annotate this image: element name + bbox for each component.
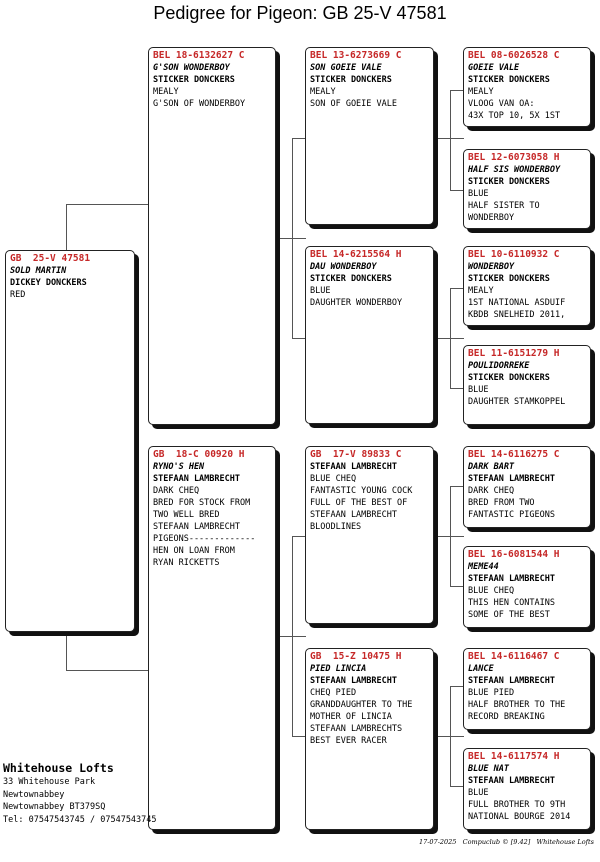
info-line: RED xyxy=(10,290,26,300)
breeder: STICKER DONCKERS xyxy=(153,75,235,85)
page-title: Pedigree for Pigeon: GB 25-V 47581 xyxy=(153,3,447,23)
info-line: FULL OF THE BEST OF xyxy=(310,498,408,508)
sire-sire-card[interactable] xyxy=(305,47,434,225)
connector xyxy=(450,686,451,786)
info-line: G'SON OF WONDERBOY xyxy=(153,99,246,109)
info-line: MOTHER OF LINCIA xyxy=(310,712,392,722)
breeder: STEFAAN LAMBRECHT xyxy=(468,574,555,584)
ring-number: BEL 08-6026528 C xyxy=(468,50,560,61)
ring-number: BEL 18-6132627 C xyxy=(153,50,245,61)
connector xyxy=(292,536,293,736)
connector xyxy=(450,288,464,289)
ring-number: GB 15-Z 10475 H xyxy=(310,651,402,662)
breeder: STICKER DONCKERS xyxy=(310,75,392,85)
info-line: KBDB SNELHEID 2011, xyxy=(468,310,566,320)
breeder: STICKER DONCKERS xyxy=(468,373,550,383)
pigeon-name: DARK BART xyxy=(468,462,515,472)
connector xyxy=(434,736,464,737)
info-line: TWO WELL BRED xyxy=(153,510,220,520)
ring-number: GB 18-C 00920 H xyxy=(153,449,245,460)
pigeon-name: DAU WONDERBOY xyxy=(310,262,377,272)
info-line: DAUGHTER STAMKOPPEL xyxy=(468,397,566,407)
connector xyxy=(292,138,293,338)
connector xyxy=(276,238,306,239)
info-line: PIGEONS------------- xyxy=(153,534,256,544)
dam-dam-card[interactable] xyxy=(305,648,434,830)
info-line: MEALY xyxy=(153,87,179,97)
info-line: MEALY xyxy=(468,286,494,296)
info-line: BLUE xyxy=(310,286,331,296)
breeder: STEFAAN LAMBRECHT xyxy=(468,474,555,484)
ring-number: BEL 11-6151279 H xyxy=(468,348,560,359)
print-footer: 17-07-2025 Compuclub © [9.42] Whitehouse Lofts xyxy=(418,838,594,846)
info-line: FULL BROTHER TO 9TH xyxy=(468,800,566,810)
ggp-card-2[interactable] xyxy=(463,149,591,229)
breeder: DICKEY DONCKERS xyxy=(10,278,87,288)
info-line: DAUGHTER WONDERBOY xyxy=(310,298,403,308)
pigeon-name: PIED LINCIA xyxy=(310,664,367,674)
info-line: RECORD BREAKING xyxy=(468,712,545,722)
connector xyxy=(434,138,464,139)
connector xyxy=(66,204,149,205)
breeder: STICKER DONCKERS xyxy=(468,75,550,85)
info-line: 1ST NATIONAL ASDUIF xyxy=(468,298,566,308)
connector xyxy=(292,736,306,737)
ggp-card-7[interactable] xyxy=(463,648,591,730)
info-line: MEALY xyxy=(310,87,336,97)
ring-number: BEL 14-6215564 H xyxy=(310,249,402,260)
ggp-card-4[interactable] xyxy=(463,345,591,425)
info-line: WONDERBOY xyxy=(468,213,515,223)
ring-number: BEL 10-6110932 C xyxy=(468,249,560,260)
info-line: FANTASTIC YOUNG COCK xyxy=(310,486,413,496)
breeder: STICKER DONCKERS xyxy=(468,274,550,284)
info-line: STEFAAN LAMBRECHT xyxy=(310,510,397,520)
connector xyxy=(66,204,67,251)
info-line: HEN ON LOAN FROM xyxy=(153,546,235,556)
info-line: BLUE xyxy=(468,189,489,199)
ring-number: BEL 16-6081544 H xyxy=(468,549,560,560)
info-line: GRANDDAUGHTER TO THE xyxy=(310,700,413,710)
breeder: STEFAAN LAMBRECHT xyxy=(153,474,240,484)
connector xyxy=(450,90,464,91)
connector xyxy=(434,338,464,339)
ring-number: GB 17-V 89833 C xyxy=(310,449,402,460)
pigeon-name: SON GOEIE VALE xyxy=(310,63,382,73)
ring-number: BEL 12-6073058 H xyxy=(468,152,560,163)
info-line: NATIONAL BOURGE 2014 xyxy=(468,812,571,822)
info-line: BRED FOR STOCK FROM xyxy=(153,498,251,508)
info-line: DARK CHEQ xyxy=(468,486,515,496)
info-line: HALF SISTER TO xyxy=(468,201,540,211)
dam-card[interactable] xyxy=(148,446,276,830)
info-line: THIS HEN CONTAINS xyxy=(468,598,555,608)
address-line: Newtownabbey xyxy=(3,789,65,800)
connector xyxy=(292,138,306,139)
ring-number: BEL 13-6273669 C xyxy=(310,50,402,61)
breeder: STICKER DONCKERS xyxy=(468,177,550,187)
ggp-card-3[interactable] xyxy=(463,246,591,326)
connector xyxy=(450,90,451,190)
pigeon-name: GOEIE VALE xyxy=(468,63,520,73)
ring-number: GB 25-V 47581 xyxy=(10,253,91,264)
info-line: SON OF GOEIE VALE xyxy=(310,99,397,109)
pigeon-name: BLUE NAT xyxy=(468,764,509,774)
info-line: FANTASTIC PIGEONS xyxy=(468,510,555,520)
connector xyxy=(276,636,306,637)
pigeon-name: LANCE xyxy=(468,664,494,674)
connector xyxy=(450,486,451,586)
info-line: BLUE PIED xyxy=(468,688,515,698)
connector xyxy=(450,586,464,587)
loft-info xyxy=(3,760,157,826)
info-line: BEST EVER RACER xyxy=(310,736,387,746)
connector xyxy=(66,670,149,671)
connector xyxy=(450,686,464,687)
info-line: MEALY xyxy=(468,87,494,97)
info-line: RYAN RICKETTS xyxy=(153,558,220,568)
info-line: SOME OF THE BEST xyxy=(468,610,550,620)
breeder: STEFAAN LAMBRECHT xyxy=(468,776,555,786)
ring-number: BEL 14-6116467 C xyxy=(468,651,560,662)
info-line: BRED FROM TWO xyxy=(468,498,535,508)
connector xyxy=(450,388,464,389)
pigeon-name: G'SON WONDERBOY xyxy=(153,63,230,73)
info-line: STEFAAN LAMBRECHTS xyxy=(310,724,403,734)
connector xyxy=(450,486,464,487)
subject-card[interactable] xyxy=(5,250,135,632)
info-line: BLOODLINES xyxy=(310,522,362,532)
loft-name: Whitehouse Lofts xyxy=(3,761,114,775)
ggp-card-1[interactable] xyxy=(463,47,591,127)
info-line: BLUE CHEQ xyxy=(468,586,515,596)
pigeon-name: RYNO'S HEN xyxy=(153,462,205,472)
phone-line: Tel: 07547543745 / 07547543745 xyxy=(3,814,157,825)
breeder: STEFAAN LAMBRECHT xyxy=(310,462,397,472)
breeder: STEFAAN LAMBRECHT xyxy=(310,676,397,686)
breeder: STEFAAN LAMBRECHT xyxy=(468,676,555,686)
pigeon-name: WONDERBOY xyxy=(468,262,515,272)
breeder: STICKER DONCKERS xyxy=(310,274,392,284)
address-line: 33 Whitehouse Park xyxy=(3,777,96,787)
ring-number: BEL 14-6116275 C xyxy=(468,449,560,460)
connector xyxy=(450,288,451,388)
connector xyxy=(66,632,67,670)
ggp-card-6[interactable] xyxy=(463,546,591,628)
sire-dam-card[interactable] xyxy=(305,246,434,424)
info-line: STEFAAN LAMBRECHT xyxy=(153,522,240,532)
address-line: Newtownabbey BT379SQ xyxy=(3,802,106,812)
pigeon-name: SOLD MARTIN xyxy=(10,266,67,276)
ggp-card-8[interactable] xyxy=(463,748,591,830)
info-line: BLUE CHEQ xyxy=(310,474,357,484)
connector xyxy=(292,536,306,537)
info-line: VLOOG VAN OA: xyxy=(468,99,535,109)
info-line: 43X TOP 10, 5X 1ST xyxy=(468,111,561,121)
ggp-card-5[interactable] xyxy=(463,446,591,528)
connector xyxy=(292,338,306,339)
info-line: HALF BROTHER TO THE xyxy=(468,700,566,710)
info-line: CHEQ PIED xyxy=(310,688,357,698)
sire-card[interactable] xyxy=(148,47,276,425)
connector xyxy=(450,190,464,191)
pigeon-name: POULIDORREKE xyxy=(468,361,530,371)
info-line: DARK CHEQ xyxy=(153,486,200,496)
pigeon-name: MEME44 xyxy=(468,562,499,572)
info-line: BLUE xyxy=(468,385,489,395)
connector xyxy=(450,786,464,787)
dam-sire-card[interactable] xyxy=(305,446,434,624)
pigeon-name: HALF SIS WONDERBOY xyxy=(468,165,561,175)
info-line: BLUE xyxy=(468,788,489,798)
ring-number: BEL 14-6117574 H xyxy=(468,751,560,762)
connector xyxy=(434,536,464,537)
